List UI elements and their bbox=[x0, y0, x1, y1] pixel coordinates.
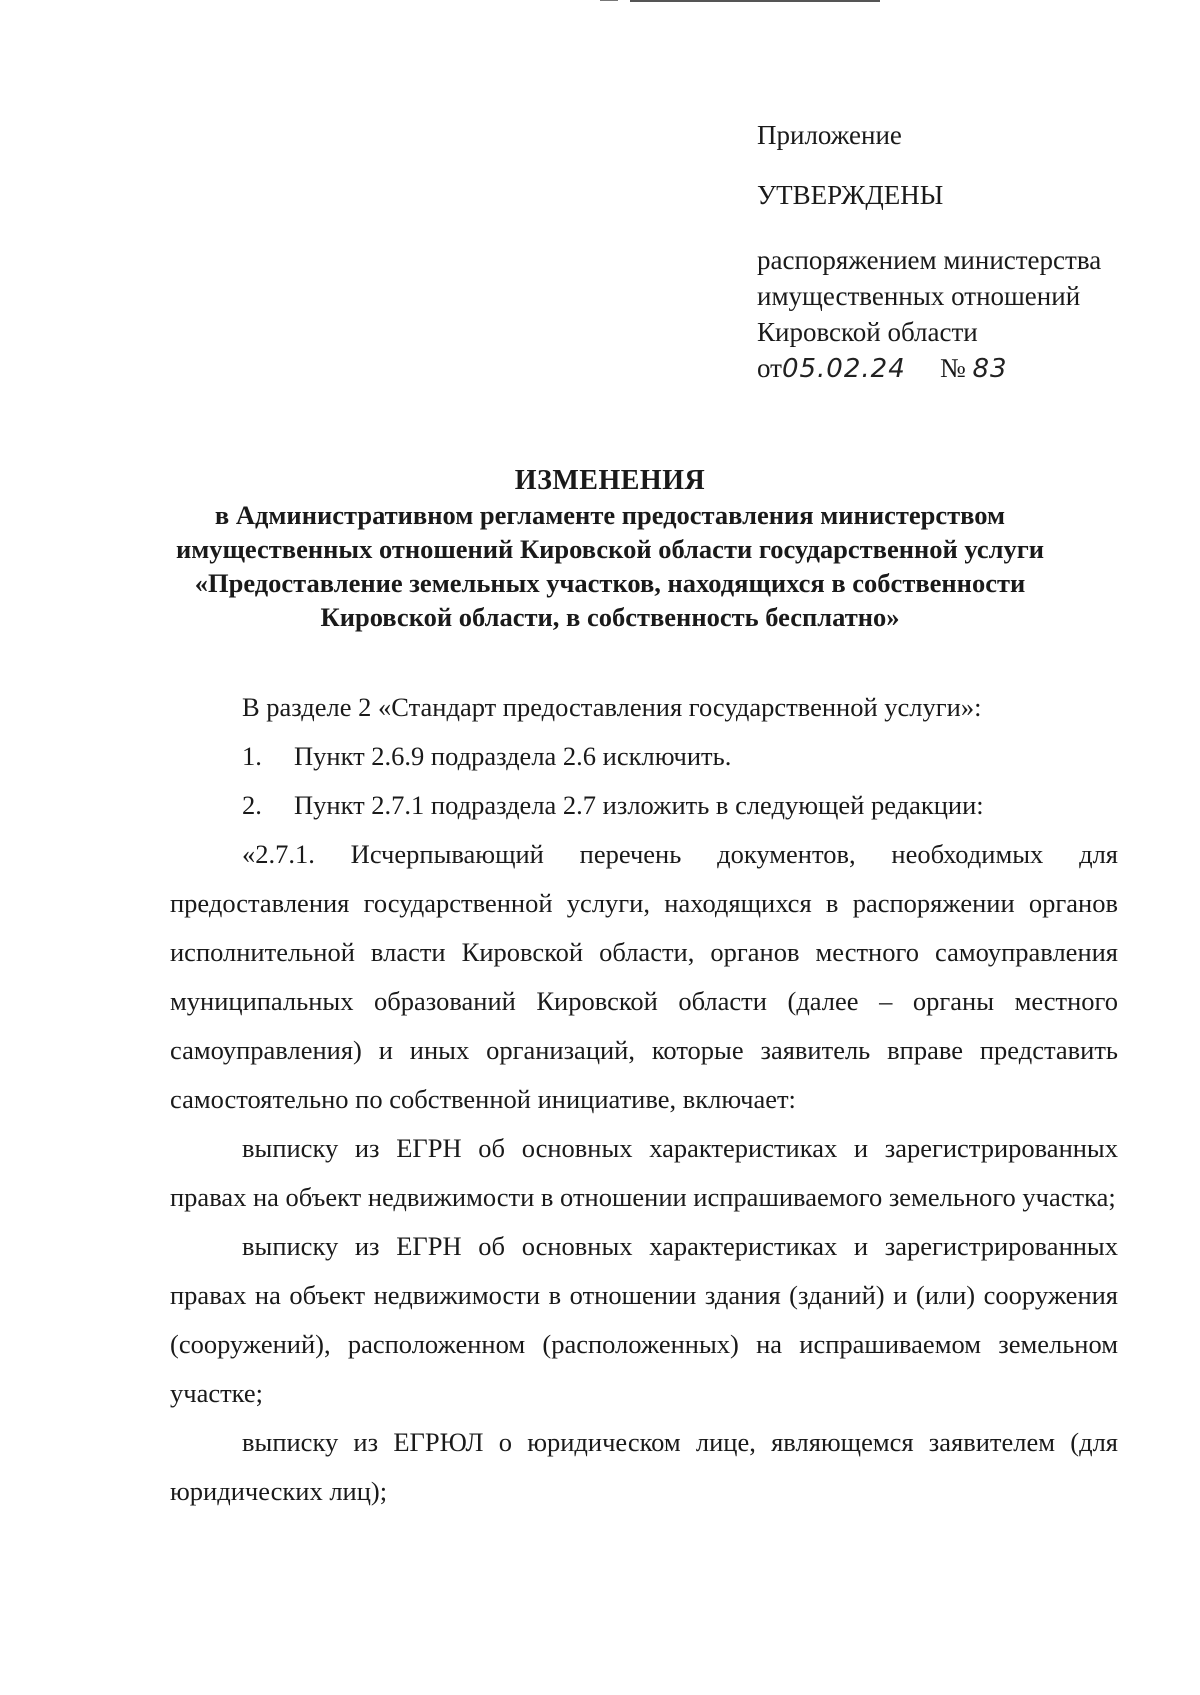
scan-artifact bbox=[630, 0, 880, 2]
body-paragraph: выписку из ЕГРН об основных характеристиках и зарегистрированных правах на объект недвижимости в отношении испрашиваемого земельного участка; bbox=[170, 1133, 1118, 1212]
authority-block bbox=[757, 242, 1177, 386]
handwritten-date: 05.02.24 bbox=[781, 354, 906, 384]
authority-line: распоряжением министерства bbox=[757, 245, 1102, 275]
date-prefix: от bbox=[757, 353, 782, 383]
item-number: 1. bbox=[242, 741, 262, 771]
title-line: «Предоставление земельных участков, находящихся в собственности bbox=[194, 568, 1026, 598]
document-title bbox=[140, 464, 1080, 634]
body-paragraph: выписку из ЕГРЮЛ о юридическом лице, являющемся заявителем (для юридических лиц); bbox=[170, 1427, 1118, 1506]
document-body bbox=[170, 683, 1118, 1516]
title-line: имущественных отношений Кировской области государственной услуги bbox=[175, 534, 1045, 564]
appendix-label: Приложение bbox=[757, 120, 902, 150]
intro-paragraph: В разделе 2 «Стандарт предоставления государственной услуги»: bbox=[242, 692, 982, 722]
body-paragraph: выписку из ЕГРН об основных характеристиках и зарегистрированных правах на объект недвижимости в отношении здания (зданий) и (или) сооружения (сооружений), расположенном (расположенных) на испрашиваемом земельном участке; bbox=[170, 1231, 1118, 1408]
list-item bbox=[170, 781, 1118, 830]
title-line: в Административном регламенте предоставления министерством bbox=[214, 500, 1006, 530]
date-number-line bbox=[757, 350, 1177, 386]
item-text: Пункт 2.7.1 подраздела 2.7 изложить в следующей редакции: bbox=[294, 790, 984, 820]
item-text: Пункт 2.6.9 подраздела 2.6 исключить. bbox=[294, 741, 732, 771]
body-paragraph: «2.7.1. Исчерпывающий перечень документов, необходимых для предоставления государственной услуги, находящихся в распоряжении органов исполнительной власти Кировской области, органов местного самоуправления муниципальных образований Кировской области (далее – органы местного самоуправления) и иных организаций, которые заявитель вправе представить самостоятельно по собственной инициативе, включает: bbox=[170, 839, 1118, 1114]
title-main: ИЗМЕНЕНИЯ bbox=[514, 465, 706, 496]
number-sign: № bbox=[939, 353, 966, 383]
title-line: Кировской области, в собственность бесплатно» bbox=[320, 602, 900, 632]
authority-line: Кировской области bbox=[757, 317, 978, 347]
approval-block bbox=[757, 118, 1177, 386]
authority-line: имущественных отношений bbox=[757, 281, 1081, 311]
list-item bbox=[170, 732, 1118, 781]
scan-artifact bbox=[600, 0, 618, 1]
handwritten-number: 83 bbox=[972, 354, 1008, 384]
item-number: 2. bbox=[242, 790, 262, 820]
approved-label: УТВЕРЖДЕНЫ bbox=[757, 180, 944, 210]
